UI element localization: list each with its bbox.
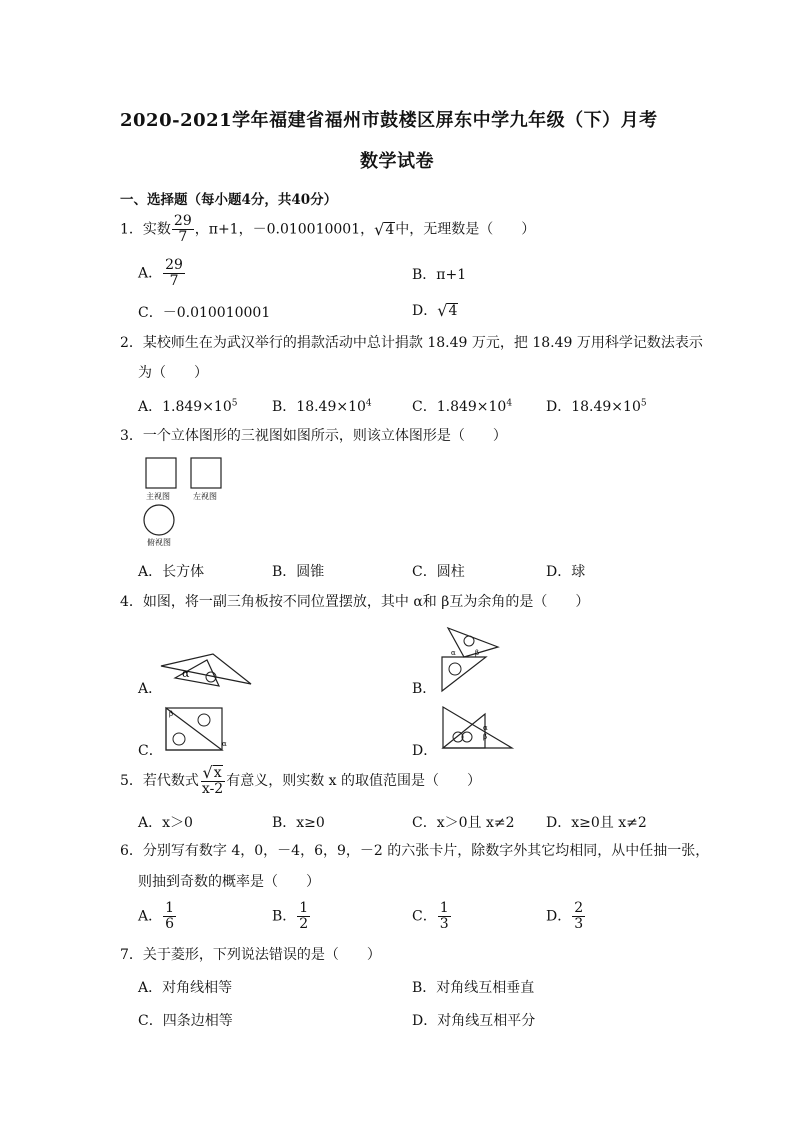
q7-option-d: D．对角线互相平分 — [412, 1013, 536, 1029]
q1-option-d — [412, 300, 458, 320]
page-title-line1: 2020-2021学年福建省福州市鼓楼区屏东中学九年级（下）月考 — [120, 110, 658, 131]
q1-opt-d-arg: 4 — [448, 303, 458, 319]
q5-stem — [120, 765, 481, 797]
q5-option-b: B．x≥0 — [272, 815, 325, 831]
q4-figure-d — [440, 704, 516, 752]
figure-d-alpha: α — [483, 724, 488, 732]
label-top-view: 俯视图 — [147, 538, 171, 547]
figure-b-beta: β — [475, 649, 480, 657]
q2-option-c — [412, 396, 512, 416]
q1-option-a — [138, 258, 186, 289]
q1-suffix: 中，无理数是（ ） — [395, 221, 536, 238]
q1-opt-d-sqrt: √ 4 — [437, 301, 458, 320]
q5-sqrt-arg: x — [213, 765, 222, 781]
q5-frac-num: √ x — [201, 765, 225, 782]
q2-stem-line2: 为（ ） — [138, 365, 208, 381]
q4-stem: 4．如图，将一副三角板按不同位置摆放，其中 α和 β互为余角的是（ ） — [120, 594, 590, 610]
q6-opt-b-num: 1 — [299, 900, 309, 916]
q5-prefix: 5．若代数式 — [120, 773, 199, 789]
q1-opt-d-label: D． — [412, 303, 438, 319]
q6-opt-d-label: D． — [546, 908, 572, 925]
q1-frac-den: 7 — [178, 229, 188, 245]
q6-opt-c-label: C． — [412, 908, 437, 925]
q4-option-c-label: C． — [138, 743, 163, 759]
q6-opt-b-den: 2 — [299, 916, 309, 932]
q7-option-c: C．四条边相等 — [138, 1013, 233, 1029]
q5-option-a: A．x＞0 — [138, 815, 193, 831]
figure-c-beta: β — [169, 710, 174, 718]
section-heading: 一、选择题（每小题4分，共40分） — [120, 192, 338, 208]
q6-opt-b-label: B． — [272, 908, 297, 925]
q6-option-a — [138, 901, 177, 932]
q1-sqrt: √ 4 — [374, 219, 395, 239]
page-title-line2: 数学试卷 — [360, 151, 434, 172]
q1-option-c: C．－0.010010001 — [138, 305, 271, 321]
label-left-view: 左视图 — [193, 492, 217, 501]
q3-stem: 3．一个立体图形的三视图如图所示，则该立体图形是（ ） — [120, 428, 507, 444]
q5-option-c: C．x＞0且 x≠2 — [412, 815, 515, 831]
q1-prefix: 1．实数 — [120, 221, 171, 238]
q1-fraction — [172, 214, 194, 245]
q6-opt-d-den: 3 — [574, 916, 584, 932]
q7-option-b: B．对角线互相垂直 — [412, 980, 535, 996]
q5-fraction — [200, 765, 225, 797]
figure-c-alpha: α — [222, 740, 227, 748]
q5-option-d: D．x≥0且 x≠2 — [546, 815, 647, 831]
q3-option-c: C．圆柱 — [412, 564, 465, 580]
q2-opt-a-base: A．1.849×10 — [138, 399, 232, 415]
q1-sqrt-arg: 4 — [385, 221, 395, 238]
q6-opt-a-num: 1 — [165, 900, 175, 916]
q4-figure-c — [162, 702, 234, 754]
q2-opt-a-exp: 5 — [231, 398, 238, 409]
q4-figure-a — [155, 650, 255, 692]
q4-option-b-label: B． — [412, 681, 437, 697]
figure-d-beta: β — [483, 733, 488, 741]
q2-option-a — [138, 396, 237, 416]
q1-mid: ，π+1，－0.010010001， — [194, 221, 375, 238]
top-view-circle — [144, 505, 174, 535]
q2-opt-b-exp: 4 — [365, 398, 372, 409]
q6-opt-c-num: 1 — [439, 900, 449, 916]
q6-opt-c-den: 3 — [439, 916, 449, 932]
q3-option-d: D．球 — [546, 564, 586, 580]
q3-option-b: B．圆锥 — [272, 564, 325, 580]
label-front-view: 主视图 — [146, 492, 170, 501]
q6-stem-line2: 则抽到奇数的概率是（ ） — [138, 874, 320, 890]
q2-option-b — [272, 396, 372, 416]
q6-opt-a-den: 6 — [165, 916, 175, 932]
q1-option-b: B．π+1 — [412, 267, 467, 283]
q3-option-a: A．长方体 — [138, 564, 205, 580]
q2-option-d — [546, 396, 647, 416]
q5-suffix: 有意义，则实数 x 的取值范围是（ ） — [226, 773, 482, 789]
q7-option-a: A．对角线相等 — [138, 980, 233, 996]
figure-a-alpha: α — [182, 667, 190, 680]
left-view-square — [191, 458, 221, 488]
q1-opt-a-label: A． — [138, 265, 163, 282]
q6-option-d — [546, 901, 586, 932]
question-1-stem — [120, 214, 535, 245]
q2-opt-d-base: D．18.49×10 — [546, 399, 641, 415]
q2-opt-c-base: C．1.849×10 — [412, 399, 507, 415]
q7-stem: 7．关于菱形，下列说法错误的是（ ） — [120, 947, 381, 963]
front-view-square — [146, 458, 176, 488]
q2-stem-line1: 2．某校师生在为武汉举行的捐款活动中总计捐款 18.49 万元，把 18.49 万用科学记数法表示 — [120, 335, 703, 351]
q1-opt-a-fraction — [163, 258, 185, 289]
q2-opt-b-base: B．18.49×10 — [272, 399, 366, 415]
q4-option-d-label: D． — [412, 743, 438, 759]
q6-opt-d-num: 2 — [574, 900, 584, 916]
figure-b-alpha: α — [451, 649, 456, 657]
q6-option-c — [412, 901, 452, 932]
q4-option-a-label: A． — [138, 681, 163, 697]
q2-opt-d-exp: 5 — [640, 398, 647, 409]
q1-frac-num: 29 — [173, 213, 192, 229]
q6-stem-line1: 6．分别写有数字 4，0，－4，6，9，－2 的六张卡片，除数字外其它均相同，从中任抽一张， — [120, 843, 710, 859]
q4-figure-b — [436, 625, 508, 697]
q6-opt-a-label: A． — [138, 908, 163, 925]
q6-option-b — [272, 901, 311, 932]
q1-opt-a-num: 29 — [165, 257, 183, 273]
q1-opt-a-den: 7 — [169, 273, 179, 289]
q5-frac-den: x-2 — [201, 781, 224, 797]
q2-opt-c-exp: 4 — [506, 398, 513, 409]
